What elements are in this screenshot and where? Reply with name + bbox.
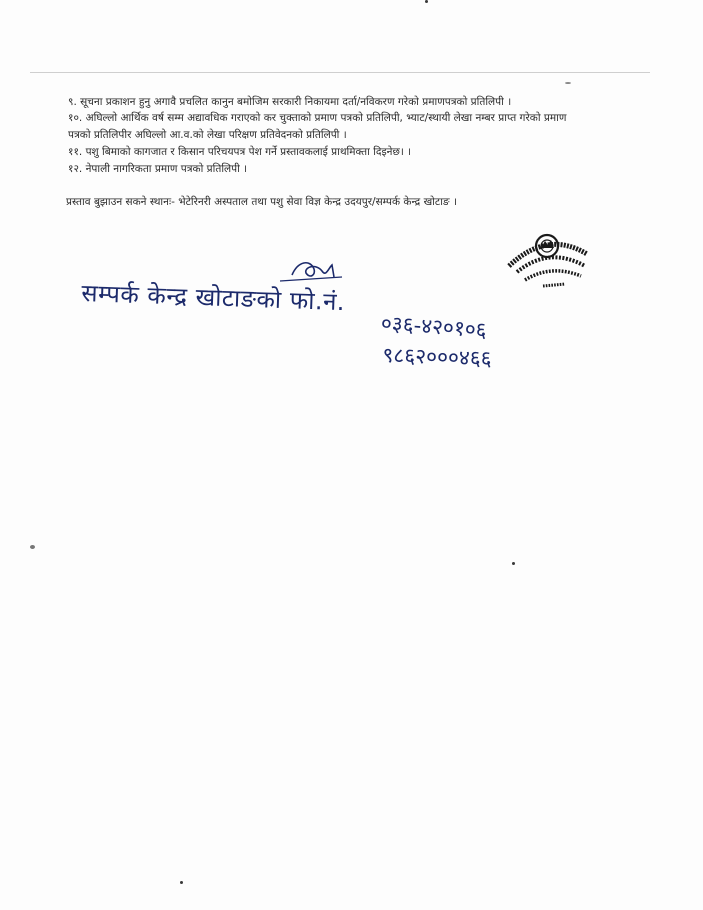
requirement-item-11: ११. पशु बिमाको कागजात र किसान परिचयपत्र पेश गर्ने प्रस्तावकलाई प्राथमिक्ता दिइनेछ। । bbox=[68, 146, 412, 158]
scan-speck bbox=[512, 562, 515, 565]
scan-edge-line bbox=[30, 72, 650, 73]
requirement-item-10-continued: पत्रको प्रतिलिपीर अघिल्लो आ.व.को लेखा परिक्षण प्रतिवेदनको प्रतिलिपी । bbox=[68, 129, 347, 141]
handwritten-contact-line: सम्पर्क केन्द्र खोटाङको फो.नं. bbox=[80, 278, 346, 317]
scan-speck bbox=[180, 881, 183, 884]
requirement-item-9: ९. सूचना प्रकाशन हुनु अगावै प्रचलित कानुन बमोजिम सरकारी निकायमा दर्ता/नविकरण गरेको प्रमाणपत्रको प्रतिलिपी । bbox=[68, 96, 512, 108]
scan-speck bbox=[30, 545, 35, 549]
requirement-item-12: १२. नेपाली नागरिकता प्रमाण पत्रको प्रतिलिपी । bbox=[68, 163, 248, 175]
submission-place: प्रस्ताव बुझाउन सकने स्थानः- भेटेरिनरी अस्पताल तथा पशु सेवा विज्ञ केन्द्र उदयपुर/सम्पर्क केन्द्र खोटाङ । bbox=[66, 196, 457, 208]
handwritten-phone-1: ०३६-४२०१०६ bbox=[380, 310, 488, 343]
handwritten-phone-2: ९८६२०००४६६ bbox=[382, 342, 493, 371]
requirement-item-10: १०. अघिल्लो आर्थिक वर्ष सम्म अद्यावधिक गराएको कर चुक्ताको प्रमाण पत्रको प्रतिलिपी, भ्याट/स्थायी लेखा नम्बर प्राप्त गरेको प्रमाण bbox=[68, 112, 567, 124]
office-seal bbox=[503, 228, 593, 290]
scan-speck bbox=[425, 0, 428, 3]
scan-speck bbox=[565, 82, 571, 84]
